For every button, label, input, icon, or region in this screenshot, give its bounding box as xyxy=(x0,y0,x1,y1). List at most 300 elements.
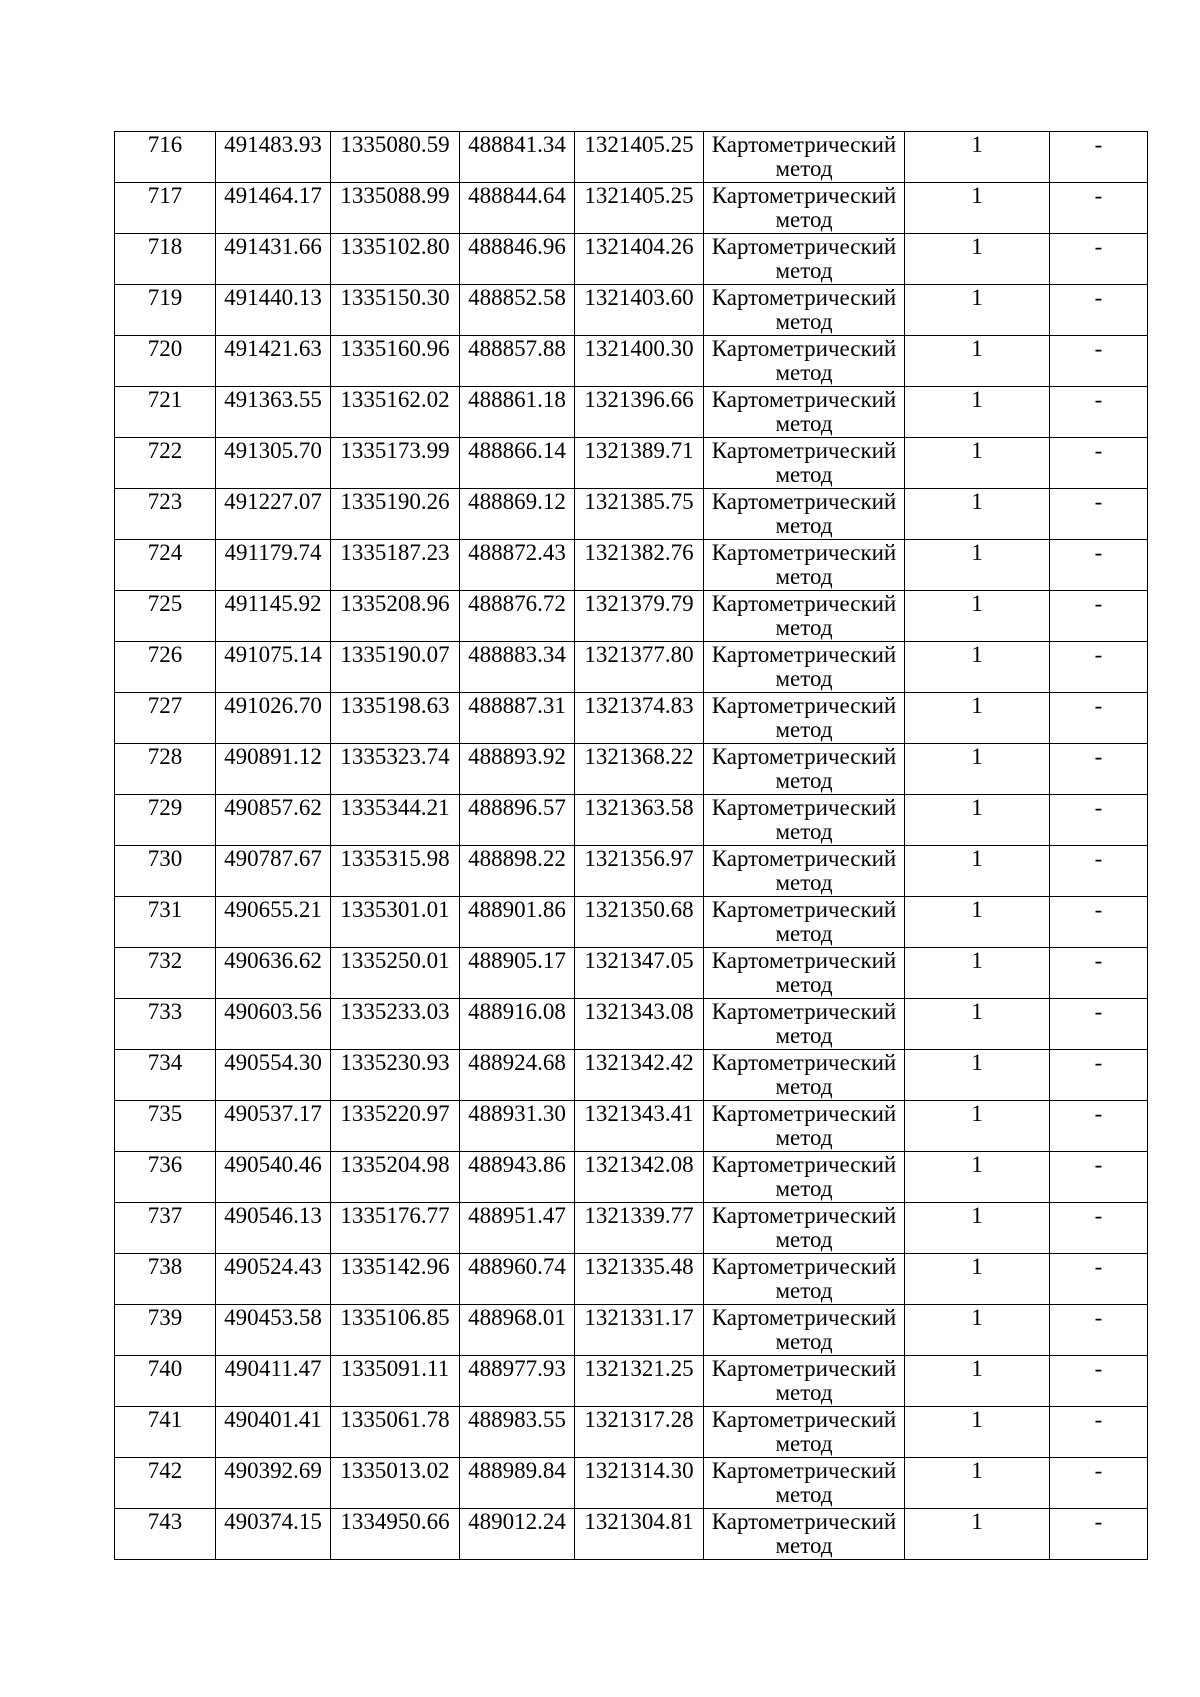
x-coordinate-cell: 490857.62 xyxy=(216,795,331,846)
note-cell: - xyxy=(1050,183,1148,234)
y-coordinate-cell: 1335013.02 xyxy=(331,1458,460,1509)
method-cell xyxy=(704,1050,905,1101)
point-number-cell: 735 xyxy=(115,1101,216,1152)
method-line-1: Картометрический xyxy=(711,1356,897,1381)
method-line-2: метод xyxy=(775,462,833,487)
method-line-1: Картометрический xyxy=(711,1152,897,1177)
point-number-cell: 719 xyxy=(115,285,216,336)
method-line-2: метод xyxy=(775,1380,833,1405)
y-coordinate-cell: 1335198.63 xyxy=(331,693,460,744)
y2-coordinate-cell: 1321356.97 xyxy=(575,846,704,897)
note-cell: - xyxy=(1050,744,1148,795)
accuracy-cell: 1 xyxy=(905,1254,1050,1305)
y2-coordinate-cell: 1321304.81 xyxy=(575,1509,704,1560)
x2-coordinate-cell: 488861.18 xyxy=(460,387,575,438)
y-coordinate-cell: 1335187.23 xyxy=(331,540,460,591)
y-coordinate-cell: 1335190.07 xyxy=(331,642,460,693)
method-cell xyxy=(704,1407,905,1458)
y2-coordinate-cell: 1321382.76 xyxy=(575,540,704,591)
accuracy-cell: 1 xyxy=(905,744,1050,795)
table-row xyxy=(115,234,1148,285)
y2-coordinate-cell: 1321347.05 xyxy=(575,948,704,999)
method-line-2: метод xyxy=(775,972,833,997)
table-row xyxy=(115,132,1148,183)
y-coordinate-cell: 1335061.78 xyxy=(331,1407,460,1458)
table-row xyxy=(115,1050,1148,1101)
note-cell: - xyxy=(1050,234,1148,285)
method-line-1: Картометрический xyxy=(711,948,897,973)
point-number-cell: 718 xyxy=(115,234,216,285)
accuracy-cell: 1 xyxy=(905,1509,1050,1560)
table-row xyxy=(115,1407,1148,1458)
note-cell: - xyxy=(1050,1152,1148,1203)
note-cell: - xyxy=(1050,897,1148,948)
method-line-2: метод xyxy=(775,564,833,589)
point-number-cell: 730 xyxy=(115,846,216,897)
accuracy-cell: 1 xyxy=(905,591,1050,642)
accuracy-cell: 1 xyxy=(905,1101,1050,1152)
y2-coordinate-cell: 1321385.75 xyxy=(575,489,704,540)
point-number-cell: 742 xyxy=(115,1458,216,1509)
point-number-cell: 720 xyxy=(115,336,216,387)
x2-coordinate-cell: 488876.72 xyxy=(460,591,575,642)
method-line-2: метод xyxy=(775,360,833,385)
accuracy-cell: 1 xyxy=(905,132,1050,183)
note-cell: - xyxy=(1050,285,1148,336)
accuracy-cell: 1 xyxy=(905,387,1050,438)
method-line-2: метод xyxy=(775,156,833,181)
note-cell: - xyxy=(1050,540,1148,591)
method-cell xyxy=(704,999,905,1050)
method-line-1: Картометрический xyxy=(711,285,897,310)
x2-coordinate-cell: 488977.93 xyxy=(460,1356,575,1407)
method-cell xyxy=(704,642,905,693)
point-number-cell: 732 xyxy=(115,948,216,999)
method-cell xyxy=(704,540,905,591)
method-line-2: метод xyxy=(775,309,833,334)
y-coordinate-cell: 1335150.30 xyxy=(331,285,460,336)
x-coordinate-cell: 491179.74 xyxy=(216,540,331,591)
x-coordinate-cell: 491363.55 xyxy=(216,387,331,438)
x-coordinate-cell: 491145.92 xyxy=(216,591,331,642)
note-cell: - xyxy=(1050,1305,1148,1356)
method-line-2: метод xyxy=(775,411,833,436)
note-cell: - xyxy=(1050,336,1148,387)
note-cell: - xyxy=(1050,1050,1148,1101)
note-cell: - xyxy=(1050,1407,1148,1458)
method-line-2: метод xyxy=(775,1227,833,1252)
x2-coordinate-cell: 488872.43 xyxy=(460,540,575,591)
point-number-cell: 739 xyxy=(115,1305,216,1356)
y-coordinate-cell: 1335173.99 xyxy=(331,438,460,489)
accuracy-cell: 1 xyxy=(905,948,1050,999)
method-cell xyxy=(704,489,905,540)
x2-coordinate-cell: 488931.30 xyxy=(460,1101,575,1152)
x2-coordinate-cell: 488866.14 xyxy=(460,438,575,489)
x-coordinate-cell: 491227.07 xyxy=(216,489,331,540)
table-row xyxy=(115,540,1148,591)
table-row xyxy=(115,1509,1148,1560)
method-cell xyxy=(704,693,905,744)
x2-coordinate-cell: 488905.17 xyxy=(460,948,575,999)
x2-coordinate-cell: 488898.22 xyxy=(460,846,575,897)
point-number-cell: 727 xyxy=(115,693,216,744)
method-line-1: Картометрический xyxy=(711,897,897,922)
accuracy-cell: 1 xyxy=(905,489,1050,540)
accuracy-cell: 1 xyxy=(905,846,1050,897)
accuracy-cell: 1 xyxy=(905,1050,1050,1101)
note-cell: - xyxy=(1050,795,1148,846)
x2-coordinate-cell: 488968.01 xyxy=(460,1305,575,1356)
method-line-2: метод xyxy=(775,870,833,895)
accuracy-cell: 1 xyxy=(905,234,1050,285)
method-line-2: метод xyxy=(775,1023,833,1048)
x2-coordinate-cell: 488901.86 xyxy=(460,897,575,948)
y-coordinate-cell: 1335142.96 xyxy=(331,1254,460,1305)
method-line-2: метод xyxy=(775,819,833,844)
method-line-1: Картометрический xyxy=(711,591,897,616)
x2-coordinate-cell: 488846.96 xyxy=(460,234,575,285)
note-cell: - xyxy=(1050,387,1148,438)
method-line-2: метод xyxy=(775,921,833,946)
x2-coordinate-cell: 489012.24 xyxy=(460,1509,575,1560)
table-row xyxy=(115,591,1148,642)
note-cell: - xyxy=(1050,1509,1148,1560)
table-row xyxy=(115,489,1148,540)
method-line-1: Картометрический xyxy=(711,744,897,769)
y-coordinate-cell: 1335176.77 xyxy=(331,1203,460,1254)
x-coordinate-cell: 490546.13 xyxy=(216,1203,331,1254)
y2-coordinate-cell: 1321331.17 xyxy=(575,1305,704,1356)
x2-coordinate-cell: 488841.34 xyxy=(460,132,575,183)
x-coordinate-cell: 490636.62 xyxy=(216,948,331,999)
y2-coordinate-cell: 1321403.60 xyxy=(575,285,704,336)
accuracy-cell: 1 xyxy=(905,1356,1050,1407)
point-number-cell: 725 xyxy=(115,591,216,642)
method-line-1: Картометрический xyxy=(711,795,897,820)
note-cell: - xyxy=(1050,1203,1148,1254)
x-coordinate-cell: 491026.70 xyxy=(216,693,331,744)
method-line-1: Картометрический xyxy=(711,234,897,259)
table-row xyxy=(115,642,1148,693)
y2-coordinate-cell: 1321339.77 xyxy=(575,1203,704,1254)
table-row xyxy=(115,1152,1148,1203)
method-cell xyxy=(704,285,905,336)
method-cell xyxy=(704,132,905,183)
table-row xyxy=(115,999,1148,1050)
method-line-2: метод xyxy=(775,1278,833,1303)
note-cell: - xyxy=(1050,591,1148,642)
accuracy-cell: 1 xyxy=(905,897,1050,948)
table-row xyxy=(115,1254,1148,1305)
method-cell xyxy=(704,387,905,438)
x2-coordinate-cell: 488916.08 xyxy=(460,999,575,1050)
accuracy-cell: 1 xyxy=(905,285,1050,336)
x2-coordinate-cell: 488883.34 xyxy=(460,642,575,693)
method-line-2: метод xyxy=(775,1431,833,1456)
x2-coordinate-cell: 488887.31 xyxy=(460,693,575,744)
method-cell xyxy=(704,744,905,795)
method-line-1: Картометрический xyxy=(711,1050,897,1075)
table-row xyxy=(115,1458,1148,1509)
x2-coordinate-cell: 488983.55 xyxy=(460,1407,575,1458)
table-row xyxy=(115,693,1148,744)
accuracy-cell: 1 xyxy=(905,183,1050,234)
note-cell: - xyxy=(1050,999,1148,1050)
x2-coordinate-cell: 488893.92 xyxy=(460,744,575,795)
point-number-cell: 737 xyxy=(115,1203,216,1254)
method-cell xyxy=(704,948,905,999)
x2-coordinate-cell: 488924.68 xyxy=(460,1050,575,1101)
x-coordinate-cell: 491483.93 xyxy=(216,132,331,183)
method-line-1: Картометрический xyxy=(711,1203,897,1228)
method-line-1: Картометрический xyxy=(711,336,897,361)
x-coordinate-cell: 490537.17 xyxy=(216,1101,331,1152)
point-number-cell: 717 xyxy=(115,183,216,234)
x-coordinate-cell: 490392.69 xyxy=(216,1458,331,1509)
accuracy-cell: 1 xyxy=(905,1305,1050,1356)
y-coordinate-cell: 1335080.59 xyxy=(331,132,460,183)
y2-coordinate-cell: 1321321.25 xyxy=(575,1356,704,1407)
y-coordinate-cell: 1335190.26 xyxy=(331,489,460,540)
point-number-cell: 736 xyxy=(115,1152,216,1203)
method-line-2: метод xyxy=(775,1176,833,1201)
note-cell: - xyxy=(1050,1254,1148,1305)
coordinates-table xyxy=(114,131,1148,1560)
method-line-2: метод xyxy=(775,1329,833,1354)
point-number-cell: 731 xyxy=(115,897,216,948)
accuracy-cell: 1 xyxy=(905,540,1050,591)
method-cell xyxy=(704,336,905,387)
x2-coordinate-cell: 488852.58 xyxy=(460,285,575,336)
note-cell: - xyxy=(1050,693,1148,744)
x2-coordinate-cell: 488951.47 xyxy=(460,1203,575,1254)
x-coordinate-cell: 491431.66 xyxy=(216,234,331,285)
method-line-2: метод xyxy=(775,513,833,538)
y2-coordinate-cell: 1321396.66 xyxy=(575,387,704,438)
accuracy-cell: 1 xyxy=(905,1407,1050,1458)
method-line-1: Картометрический xyxy=(711,1101,897,1126)
method-line-2: метод xyxy=(775,615,833,640)
method-cell xyxy=(704,1458,905,1509)
table-row xyxy=(115,1203,1148,1254)
y2-coordinate-cell: 1321389.71 xyxy=(575,438,704,489)
y-coordinate-cell: 1335088.99 xyxy=(331,183,460,234)
method-line-1: Картометрический xyxy=(711,132,897,157)
x2-coordinate-cell: 488989.84 xyxy=(460,1458,575,1509)
table-row xyxy=(115,1356,1148,1407)
accuracy-cell: 1 xyxy=(905,795,1050,846)
accuracy-cell: 1 xyxy=(905,1203,1050,1254)
y-coordinate-cell: 1335315.98 xyxy=(331,846,460,897)
x-coordinate-cell: 491305.70 xyxy=(216,438,331,489)
note-cell: - xyxy=(1050,1458,1148,1509)
point-number-cell: 716 xyxy=(115,132,216,183)
x2-coordinate-cell: 488943.86 xyxy=(460,1152,575,1203)
point-number-cell: 724 xyxy=(115,540,216,591)
x2-coordinate-cell: 488844.64 xyxy=(460,183,575,234)
y2-coordinate-cell: 1321405.25 xyxy=(575,132,704,183)
table-row xyxy=(115,438,1148,489)
method-line-1: Картометрический xyxy=(711,1305,897,1330)
point-number-cell: 733 xyxy=(115,999,216,1050)
x-coordinate-cell: 490891.12 xyxy=(216,744,331,795)
y-coordinate-cell: 1335160.96 xyxy=(331,336,460,387)
method-line-1: Картометрический xyxy=(711,387,897,412)
point-number-cell: 741 xyxy=(115,1407,216,1458)
y2-coordinate-cell: 1321379.79 xyxy=(575,591,704,642)
accuracy-cell: 1 xyxy=(905,336,1050,387)
table-row xyxy=(115,744,1148,795)
point-number-cell: 743 xyxy=(115,1509,216,1560)
method-line-1: Картометрический xyxy=(711,999,897,1024)
method-cell xyxy=(704,897,905,948)
table-row xyxy=(115,387,1148,438)
y2-coordinate-cell: 1321404.26 xyxy=(575,234,704,285)
y-coordinate-cell: 1335102.80 xyxy=(331,234,460,285)
table-row xyxy=(115,183,1148,234)
note-cell: - xyxy=(1050,1356,1148,1407)
x-coordinate-cell: 491075.14 xyxy=(216,642,331,693)
y-coordinate-cell: 1335162.02 xyxy=(331,387,460,438)
accuracy-cell: 1 xyxy=(905,1152,1050,1203)
y2-coordinate-cell: 1321374.83 xyxy=(575,693,704,744)
x-coordinate-cell: 490787.67 xyxy=(216,846,331,897)
point-number-cell: 740 xyxy=(115,1356,216,1407)
method-line-2: метод xyxy=(775,1125,833,1150)
accuracy-cell: 1 xyxy=(905,642,1050,693)
method-line-1: Картометрический xyxy=(711,1458,897,1483)
x-coordinate-cell: 490655.21 xyxy=(216,897,331,948)
method-line-2: метод xyxy=(775,717,833,742)
method-cell xyxy=(704,1254,905,1305)
x-coordinate-cell: 490401.41 xyxy=(216,1407,331,1458)
x2-coordinate-cell: 488857.88 xyxy=(460,336,575,387)
y-coordinate-cell: 1335091.11 xyxy=(331,1356,460,1407)
method-line-1: Картометрический xyxy=(711,540,897,565)
method-cell xyxy=(704,1509,905,1560)
method-line-1: Картометрический xyxy=(711,693,897,718)
y2-coordinate-cell: 1321314.30 xyxy=(575,1458,704,1509)
method-line-1: Картометрический xyxy=(711,489,897,514)
y2-coordinate-cell: 1321342.08 xyxy=(575,1152,704,1203)
accuracy-cell: 1 xyxy=(905,1458,1050,1509)
x-coordinate-cell: 490524.43 xyxy=(216,1254,331,1305)
y2-coordinate-cell: 1321405.25 xyxy=(575,183,704,234)
y2-coordinate-cell: 1321400.30 xyxy=(575,336,704,387)
y2-coordinate-cell: 1321343.41 xyxy=(575,1101,704,1152)
table-body xyxy=(115,132,1148,1560)
method-cell xyxy=(704,438,905,489)
y-coordinate-cell: 1335250.01 xyxy=(331,948,460,999)
point-number-cell: 722 xyxy=(115,438,216,489)
accuracy-cell: 1 xyxy=(905,999,1050,1050)
accuracy-cell: 1 xyxy=(905,693,1050,744)
table-row xyxy=(115,1305,1148,1356)
x2-coordinate-cell: 488869.12 xyxy=(460,489,575,540)
table-row xyxy=(115,846,1148,897)
method-line-2: метод xyxy=(775,207,833,232)
point-number-cell: 734 xyxy=(115,1050,216,1101)
note-cell: - xyxy=(1050,438,1148,489)
note-cell: - xyxy=(1050,642,1148,693)
method-line-1: Картометрический xyxy=(711,1254,897,1279)
point-number-cell: 728 xyxy=(115,744,216,795)
y-coordinate-cell: 1335106.85 xyxy=(331,1305,460,1356)
point-number-cell: 723 xyxy=(115,489,216,540)
method-cell xyxy=(704,1356,905,1407)
method-cell xyxy=(704,234,905,285)
y-coordinate-cell: 1335220.97 xyxy=(331,1101,460,1152)
y2-coordinate-cell: 1321343.08 xyxy=(575,999,704,1050)
method-line-2: метод xyxy=(775,1074,833,1099)
method-line-2: метод xyxy=(775,1533,833,1558)
method-line-1: Картометрический xyxy=(711,183,897,208)
method-line-1: Картометрический xyxy=(711,642,897,667)
x-coordinate-cell: 490554.30 xyxy=(216,1050,331,1101)
y2-coordinate-cell: 1321317.28 xyxy=(575,1407,704,1458)
method-cell xyxy=(704,591,905,642)
x-coordinate-cell: 491440.13 xyxy=(216,285,331,336)
y2-coordinate-cell: 1321350.68 xyxy=(575,897,704,948)
note-cell: - xyxy=(1050,948,1148,999)
table-row xyxy=(115,897,1148,948)
x-coordinate-cell: 490411.47 xyxy=(216,1356,331,1407)
method-line-2: метод xyxy=(775,666,833,691)
y-coordinate-cell: 1335323.74 xyxy=(331,744,460,795)
point-number-cell: 729 xyxy=(115,795,216,846)
y-coordinate-cell: 1335208.96 xyxy=(331,591,460,642)
method-line-1: Картометрический xyxy=(711,846,897,871)
y-coordinate-cell: 1335204.98 xyxy=(331,1152,460,1203)
y-coordinate-cell: 1335344.21 xyxy=(331,795,460,846)
method-line-1: Картометрический xyxy=(711,438,897,463)
note-cell: - xyxy=(1050,1101,1148,1152)
table-row xyxy=(115,285,1148,336)
x-coordinate-cell: 490453.58 xyxy=(216,1305,331,1356)
x-coordinate-cell: 490540.46 xyxy=(216,1152,331,1203)
method-cell xyxy=(704,1203,905,1254)
y2-coordinate-cell: 1321377.80 xyxy=(575,642,704,693)
table-row xyxy=(115,336,1148,387)
method-cell xyxy=(704,1305,905,1356)
y2-coordinate-cell: 1321335.48 xyxy=(575,1254,704,1305)
method-line-2: метод xyxy=(775,768,833,793)
note-cell: - xyxy=(1050,132,1148,183)
note-cell: - xyxy=(1050,846,1148,897)
table-row xyxy=(115,795,1148,846)
method-line-2: метод xyxy=(775,258,833,283)
method-cell xyxy=(704,795,905,846)
y2-coordinate-cell: 1321342.42 xyxy=(575,1050,704,1101)
x-coordinate-cell: 491464.17 xyxy=(216,183,331,234)
table-row xyxy=(115,948,1148,999)
note-cell: - xyxy=(1050,489,1148,540)
method-cell xyxy=(704,1101,905,1152)
method-line-2: метод xyxy=(775,1482,833,1507)
y-coordinate-cell: 1334950.66 xyxy=(331,1509,460,1560)
point-number-cell: 738 xyxy=(115,1254,216,1305)
method-cell xyxy=(704,183,905,234)
y-coordinate-cell: 1335230.93 xyxy=(331,1050,460,1101)
point-number-cell: 726 xyxy=(115,642,216,693)
method-line-1: Картометрический xyxy=(711,1509,897,1534)
y2-coordinate-cell: 1321363.58 xyxy=(575,795,704,846)
y-coordinate-cell: 1335233.03 xyxy=(331,999,460,1050)
x-coordinate-cell: 490603.56 xyxy=(216,999,331,1050)
accuracy-cell: 1 xyxy=(905,438,1050,489)
point-number-cell: 721 xyxy=(115,387,216,438)
